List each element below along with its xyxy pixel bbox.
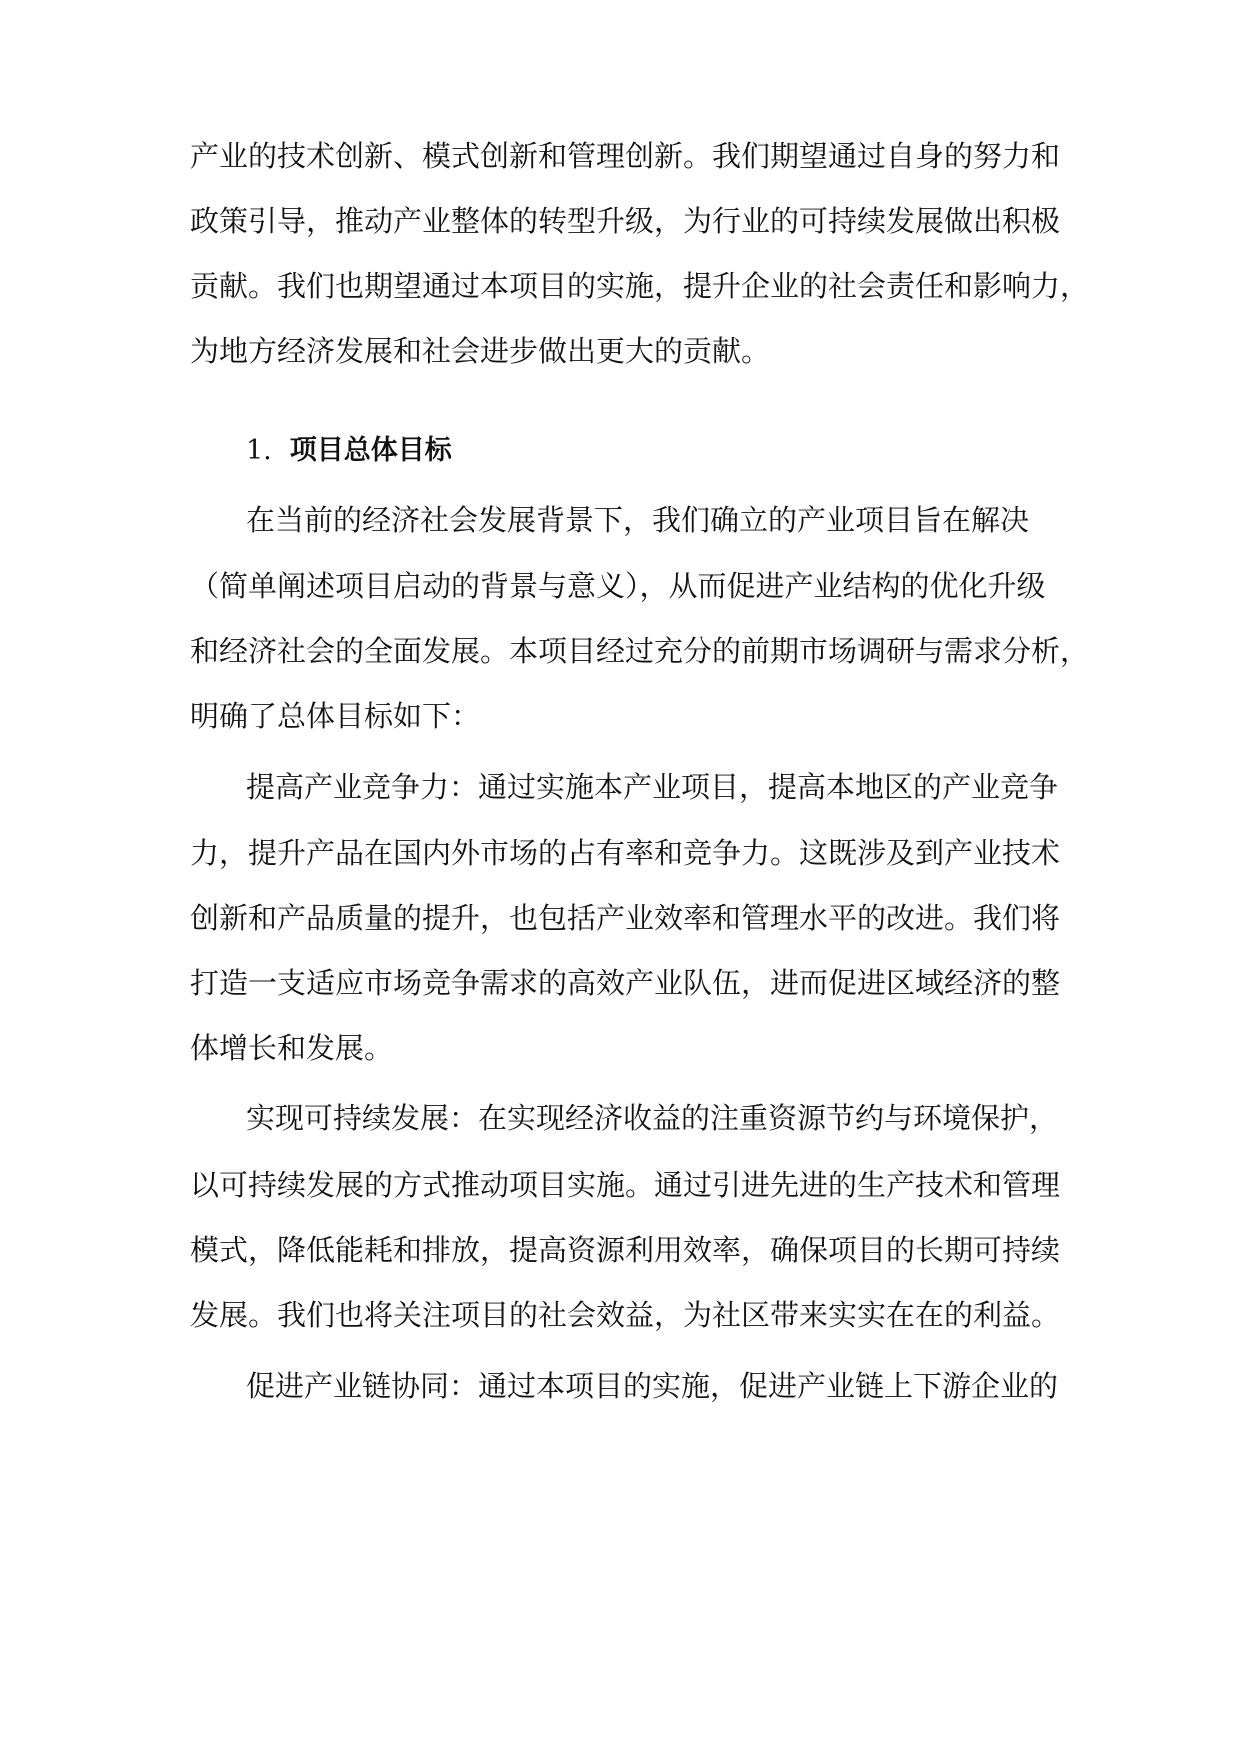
section-title: 项目总体目标 xyxy=(289,435,452,466)
goal2-line-4: 发展。我们也将关注项目的社会效益，为社区带来实实在在的利益。 xyxy=(190,1298,1061,1332)
goal1-line-4: 打造一支适应市场竞争需求的高效产业队伍，进而促进区域经济的整 xyxy=(190,966,1061,1000)
intro-line-3: 贡献。我们也期望通过本项目的实施，提升企业的社会责任和影响力， xyxy=(190,269,1090,303)
goal2-line-2: 以可持续发展的方式推动项目实施。通过引进先进的生产技术和管理 xyxy=(190,1168,1061,1202)
goal2-line-3: 模式，降低能耗和排放，提高资源利用效率，确保项目的长期可持续 xyxy=(190,1233,1061,1267)
section-heading xyxy=(246,431,452,471)
background-line-1: 在当前的经济社会发展背景下，我们确立的产业项目旨在解决 xyxy=(246,503,1030,537)
section-number: 1. xyxy=(246,435,272,466)
goal2-line-1: 实现可持续发展：在实现经济收益的注重资源节约与环境保护， xyxy=(246,1101,1059,1135)
goal1-line-2: 力，提升产品在国内外市场的占有率和竞争力。这既涉及到产业技术 xyxy=(190,836,1061,870)
goal3-line-1: 促进产业链协同：通过本项目的实施，促进产业链上下游企业的 xyxy=(246,1369,1059,1403)
background-line-2: （简单阐述项目启动的背景与意义），从而促进产业结构的优化升级 xyxy=(190,569,1046,603)
goal1-line-1: 提高产业竞争力：通过实施本产业项目，提高本地区的产业竞争 xyxy=(246,770,1059,804)
intro-line-4: 为地方经济发展和社会进步做出更大的贡献。 xyxy=(190,334,771,368)
intro-line-2: 政策引导，推动产业整体的转型升级，为行业的可持续发展做出积极 xyxy=(190,204,1061,238)
goal1-line-3: 创新和产品质量的提升，也包括产业效率和管理水平的改进。我们将 xyxy=(190,901,1061,935)
intro-line-1: 产业的技术创新、模式创新和管理创新。我们期望通过自身的努力和 xyxy=(190,139,1061,173)
goal1-line-5: 体增长和发展。 xyxy=(190,1031,394,1065)
background-line-4: 明确了总体目标如下： xyxy=(190,699,481,733)
background-line-3: 和经济社会的全面发展。本项目经过充分的前期市场调研与需求分析， xyxy=(190,634,1090,668)
